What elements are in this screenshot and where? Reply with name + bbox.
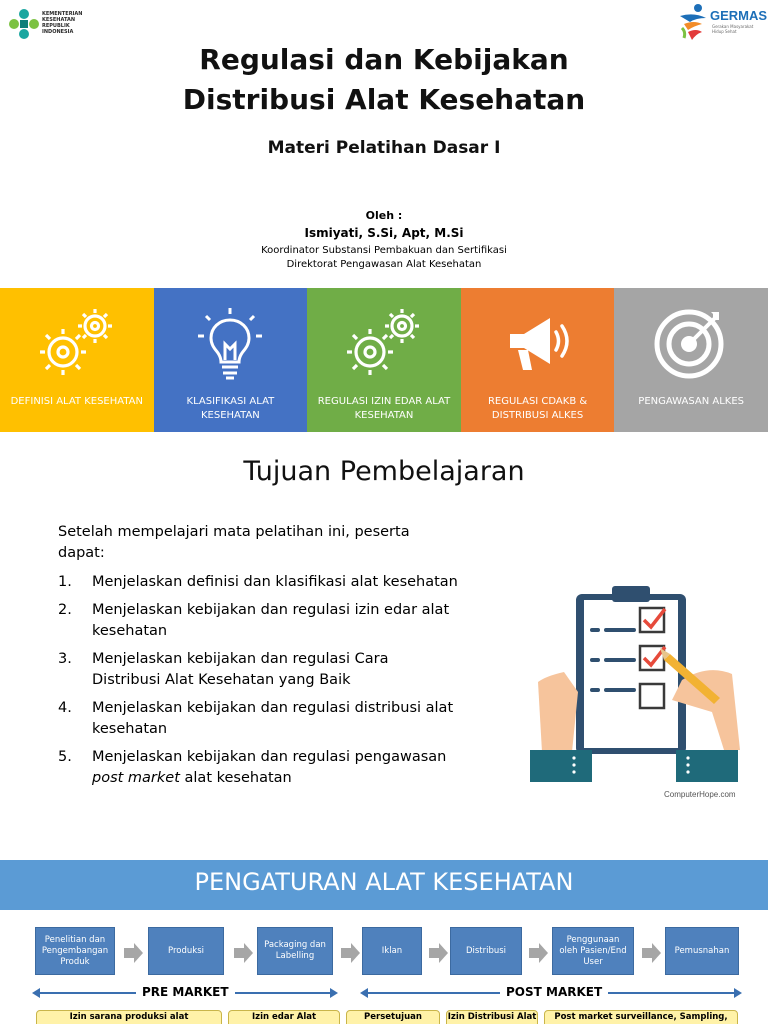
tile-pengawasan[interactable] (614, 288, 768, 432)
target-icon (649, 304, 733, 380)
arrow-right-icon (732, 988, 742, 998)
objectives-intro: Setelah mempelajari mata pelatihan ini, peserta dapat: (58, 524, 410, 561)
gears-icon (342, 304, 426, 380)
list-item (58, 649, 458, 691)
arrow-left-icon (360, 988, 370, 998)
item-text-italic: post market (92, 770, 180, 786)
role-line-1: Koordinator Substansi Pembakuan dan Sertifikasi (261, 245, 507, 256)
item-text: Menjelaskan kebijakan dan regulasi izin edar alat kesehatan (92, 602, 450, 639)
title-line-1: Regulasi dan Kebijakan (199, 43, 569, 76)
post-market-label: POST MARKET (500, 985, 608, 999)
item-number: 4. (58, 700, 72, 716)
note-box: Izin sarana produksi alat (36, 1010, 222, 1024)
tile-label: REGULASI IZIN EDAR ALAT KESEHATAN (317, 396, 451, 421)
item-text: Menjelaskan kebijakan dan regulasi pengawasan (92, 749, 447, 765)
list-item (58, 600, 458, 642)
tile-label: PENGAWASAN ALKES (638, 396, 745, 407)
section-title-pengaturan: PENGATURAN ALAT KESEHATAN (194, 868, 574, 896)
image-credit: ComputerHope.com (664, 790, 736, 799)
arrow-right-icon (328, 988, 338, 998)
page-title (0, 40, 768, 120)
item-text: Menjelaskan kebijakan dan regulasi Cara Distribusi Alat Kesehatan yang Baik (92, 651, 389, 688)
tile-klasifikasi[interactable] (154, 288, 308, 432)
topic-tiles (0, 288, 768, 432)
note-box: Izin Distribusi Alat (446, 1010, 538, 1024)
tile-regulasi-izin-edar[interactable] (307, 288, 461, 432)
flow-step: Packaging dan Labelling (257, 927, 333, 975)
tile-label: REGULASI CDAKB & DISTRIBUSI ALKES (487, 396, 588, 421)
page-subtitle: Materi Pelatihan Dasar I (267, 138, 501, 158)
arrow-left-icon (32, 988, 42, 998)
arrow-right-icon (232, 942, 254, 964)
arrow-right-icon (427, 942, 449, 964)
item-number: 2. (58, 602, 72, 618)
role-line-2: Direktorat Pengawasan Alat Kesehatan (286, 259, 482, 270)
tile-regulasi-cdakb[interactable] (461, 288, 615, 432)
title-line-2: Distribusi Alat Kesehatan (182, 83, 586, 116)
germas-tagline: Gerakan Masyarakat Hidup Sehat (712, 24, 754, 34)
arrow-right-icon (527, 942, 549, 964)
list-item (58, 698, 458, 740)
objectives-list (58, 572, 458, 796)
flow-step: Produksi (148, 927, 224, 975)
tile-label: DEFINISI ALAT KESEHATAN (10, 396, 143, 407)
pre-market-label: PRE MARKET (136, 985, 235, 999)
germas-logo (676, 2, 768, 44)
list-item (58, 747, 458, 789)
author-name: Ismiyati, S.Si, Apt, M.Si (304, 226, 464, 240)
flow-step: Iklan (362, 927, 422, 975)
item-number: 3. (58, 651, 72, 667)
gears-icon (35, 304, 119, 380)
arrow-right-icon (122, 942, 144, 964)
author-role (0, 244, 768, 272)
list-item (58, 572, 458, 593)
germas-wordmark: GERMAS (710, 8, 768, 23)
flow-step: Penelitian dan Pengembangan Produk (35, 927, 115, 975)
note-box: Izin edar Alat (228, 1010, 340, 1024)
arrow-right-icon (339, 942, 361, 964)
kemenkes-emblem-icon (8, 8, 40, 40)
flow-step: Distribusi (450, 927, 522, 975)
lightbulb-icon (188, 304, 272, 380)
item-text: Menjelaskan definisi dan klasifikasi alat kesehatan (92, 574, 458, 590)
item-text: Menjelaskan kebijakan dan regulasi distribusi alat kesehatan (92, 700, 454, 737)
arrow-right-icon (640, 942, 662, 964)
section-title-tujuan: Tujuan Pembelajaran (243, 456, 525, 487)
title-slide (0, 0, 768, 288)
item-text: alat kesehatan (179, 770, 292, 786)
flow-step: Penggunaan oleh Pasien/End User (552, 927, 634, 975)
germas-figure-icon (676, 2, 710, 42)
tile-definisi[interactable] (0, 288, 154, 432)
note-box: Persetujuan (346, 1010, 440, 1024)
by-label: Oleh : (365, 209, 403, 222)
megaphone-icon (496, 304, 580, 380)
note-box: Post market surveillance, Sampling, (544, 1010, 738, 1024)
item-number: 1. (58, 574, 72, 590)
checklist-clipboard-illustration (522, 578, 748, 790)
kemenkes-logo-text: KEMENTERIAN KESEHATAN REPUBLIK INDONESIA (42, 11, 83, 35)
kemenkes-logo (8, 6, 90, 42)
tile-label: KLASIFIKASI ALAT KESEHATAN (186, 396, 275, 421)
flow-step: Pemusnahan (665, 927, 739, 975)
item-number: 5. (58, 749, 72, 765)
